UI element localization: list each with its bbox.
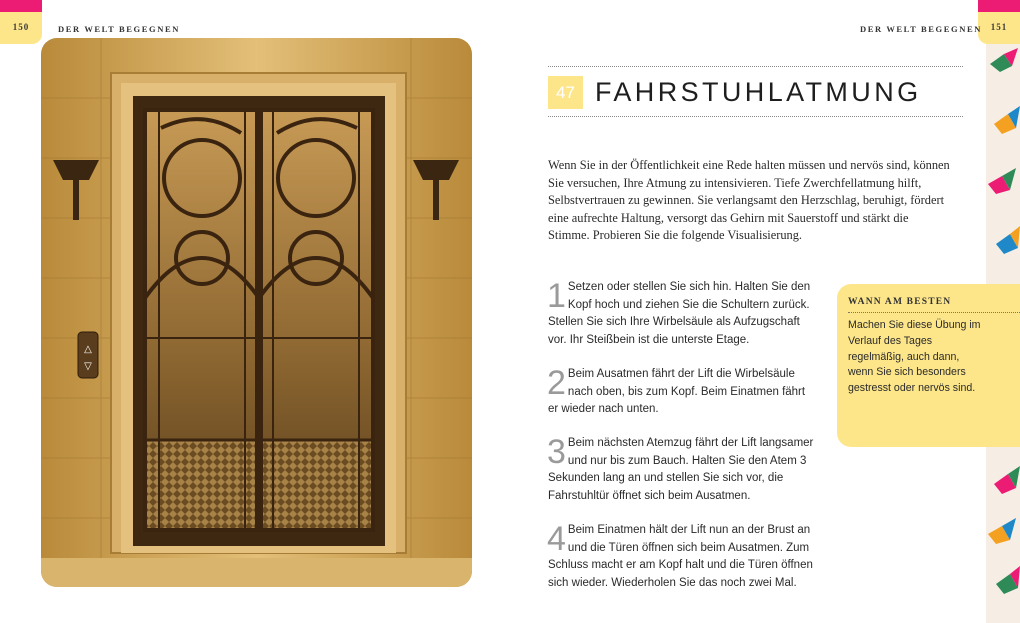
title-rule-bottom (548, 116, 963, 117)
svg-text:△: △ (84, 344, 92, 355)
title-rule-top (548, 66, 963, 67)
step-number: 3 (547, 433, 566, 471)
pink-bar (0, 0, 42, 12)
left-page-number: 150 (12, 22, 30, 32)
right-page-tab (978, 0, 1020, 44)
exercise-number: 47 (548, 76, 583, 109)
pink-bar (978, 0, 1020, 12)
step-number: 2 (547, 364, 566, 402)
step-text: Setzen oder stellen Sie sich hin. Halten Sie den Kopf hoch und ziehen Sie die Schultern zurück. Stellen Sie sich Ihre Wirbelsäule als Aufzugschaft vor. Ihr Steißbein ist die unterste Etage. (548, 281, 811, 346)
svg-text:▽: ▽ (84, 361, 92, 372)
step-3 (548, 435, 818, 505)
right-running-header: DER WELT BEGEGNEN (860, 24, 982, 34)
tip-rule (848, 312, 1020, 313)
step-1 (548, 279, 818, 349)
intro-paragraph: Wenn Sie in der Öffentlichkeit eine Rede halten müssen und nervös sind, können Sie versuchen, Ihre Atmung zu intensivieren. Tiefe Zwerchfellatmung hilft, Selbstvertrauen zu gewinnen. Sie verlangsamt den Herzschlag, beruhigt, fördert eine aufrechte Haltung, versorgt das Gehirn mit Sauerstoff und stärkt die Stimme. Probieren Sie die folgende Visualisierung. (548, 158, 950, 243)
tip-heading: WANN AM BESTEN (848, 297, 952, 307)
left-running-header: DER WELT BEGEGNEN (58, 24, 180, 34)
step-text: Beim Einatmen hält der Lift nun an der Brust an und die Türen öffnen sich beim Ausatmen. Zum Schluss macht er am Kopf halt und die Türen öffnen sich wieder. Wiederholen Sie das noch zwei Mal. (548, 524, 813, 589)
step-2 (548, 366, 818, 419)
step-4 (548, 522, 818, 592)
step-number: 4 (547, 520, 566, 558)
exercise-title: FAHRSTUHLATMUNG (595, 77, 922, 107)
step-text: Beim nächsten Atemzug fährt der Lift langsamer und nur bis zum Bauch. Halten Sie den Atem 3 Sekunden lang an und stellen Sie sich vor, die Fahrstuhltür öffnet sich beim Ausatmen. (548, 437, 814, 502)
step-text: Beim Ausatmen fährt der Lift die Wirbelsäule nach oben, bis zum Kopf. Beim Einatmen fährt er wieder nach unten. (548, 368, 806, 416)
right-page-number: 151 (990, 22, 1008, 32)
step-number: 1 (547, 277, 566, 315)
left-page-tab (0, 0, 42, 44)
tip-body: Machen Sie diese Übung im Verlauf des Tages regelmäßig, auch dann, wenn Sie sich besonders gestresst oder nervös sind. (848, 319, 981, 395)
elevator-photo (41, 38, 472, 587)
